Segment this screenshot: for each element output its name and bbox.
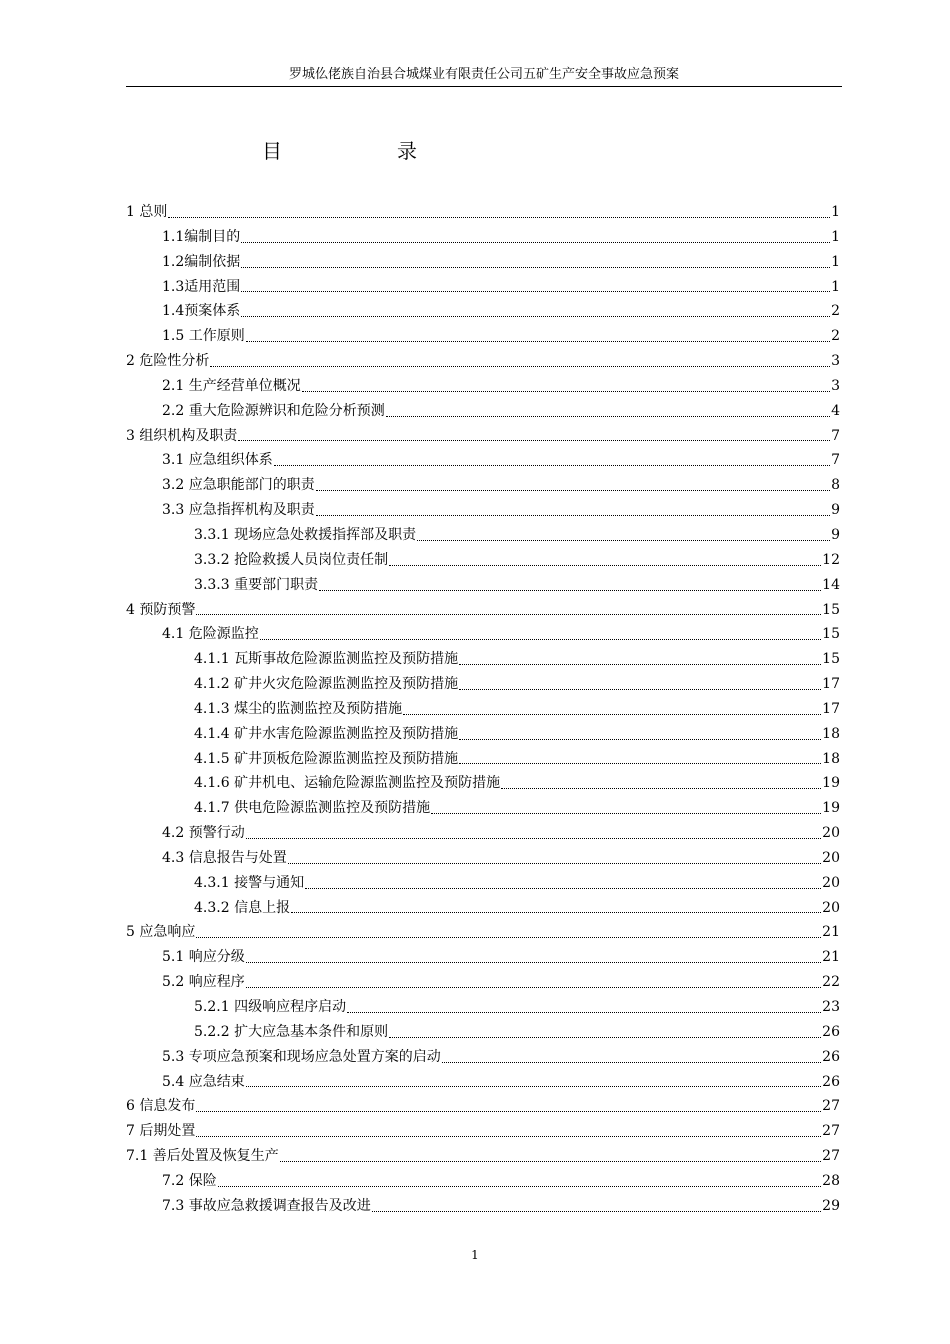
toc-entry-page: 20 <box>822 899 840 916</box>
toc-leader-dots <box>274 464 830 466</box>
toc-entry[interactable] <box>126 722 840 747</box>
toc-leader-dots <box>389 1036 821 1038</box>
toc-entry[interactable] <box>126 1070 840 1095</box>
toc-entry-label: 4.1.1 瓦斯事故危险源监测监控及预防措施 <box>194 651 459 668</box>
toc-entry-label: 3.3 应急指挥机构及职责 <box>162 502 315 519</box>
toc-entry-label: 4.3.1 接警与通知 <box>194 874 305 891</box>
toc-entry-label: 5.1 响应分级 <box>162 949 245 966</box>
toc-entry-page: 7 <box>831 427 840 444</box>
toc-entry-label: 1.3适用范围 <box>162 278 241 295</box>
toc-entry-label: 5.3 专项应急预案和现场应急处置方案的启动 <box>162 1048 441 1065</box>
toc-entry-page: 26 <box>822 1048 840 1065</box>
toc-leader-dots <box>246 1085 821 1087</box>
toc-entry-page: 12 <box>822 551 840 568</box>
toc-entry-page: 17 <box>822 700 840 717</box>
toc-entry-label: 3 组织机构及职责 <box>126 427 238 444</box>
toc-leader-dots <box>168 216 830 218</box>
toc-leader-dots <box>196 613 821 615</box>
toc-leader-dots <box>316 489 830 491</box>
toc-entry-page: 29 <box>822 1197 840 1214</box>
toc-leader-dots <box>241 315 830 317</box>
toc-entry-page: 9 <box>831 526 840 543</box>
toc-leader-dots <box>431 812 821 814</box>
toc-entry-page: 27 <box>822 1123 840 1140</box>
toc-entry-page: 20 <box>822 874 840 891</box>
toc-entry[interactable] <box>126 299 840 324</box>
toc-entry-label: 7.2 保险 <box>162 1172 217 1189</box>
toc-entry-page: 7 <box>831 452 840 469</box>
toc-entry-label: 4.1.2 矿井火灾危险源监测监控及预防措施 <box>194 676 459 693</box>
toc-leader-dots <box>417 539 830 541</box>
toc-leader-dots <box>459 663 821 665</box>
toc-leader-dots <box>459 738 821 740</box>
toc-entry-label: 4.1.5 矿井顶板危险源监测监控及预防措施 <box>194 750 459 767</box>
toc-entry-page: 1 <box>831 228 840 245</box>
toc-entry-label: 3.3.2 抢险救援人员岗位责任制 <box>194 551 389 568</box>
toc-entry[interactable] <box>126 200 840 225</box>
toc-entry-page: 2 <box>831 328 840 345</box>
toc-entry[interactable] <box>126 1045 840 1070</box>
toc-entry[interactable] <box>126 995 840 1020</box>
toc-entry-page: 23 <box>822 999 840 1015</box>
toc-leader-dots <box>319 589 821 591</box>
toc-entry[interactable] <box>126 424 840 449</box>
toc-leader-dots <box>403 713 821 715</box>
toc-leader-dots <box>372 1210 821 1212</box>
toc-leader-dots <box>196 1135 821 1137</box>
toc-entry[interactable] <box>126 1194 840 1219</box>
toc-entry[interactable] <box>126 225 840 250</box>
toc-leader-dots <box>347 1011 821 1013</box>
toc-entry[interactable] <box>126 647 840 672</box>
toc-leader-dots <box>302 390 830 392</box>
toc-entry[interactable] <box>126 1169 840 1194</box>
toc-entry[interactable] <box>126 448 840 473</box>
toc-entry-label: 1 总则 <box>126 204 168 220</box>
toc-entry-label: 5.2.2 扩大应急基本条件和原则 <box>194 1023 389 1040</box>
toc-entry-label: 4.1.6 矿井机电、运输危险源监测监控及预防措施 <box>194 775 501 792</box>
toc-entry-page: 26 <box>822 1023 840 1040</box>
toc-leader-dots <box>196 1110 821 1112</box>
toc-entry-label: 7 后期处置 <box>126 1123 196 1140</box>
toc-leader-dots <box>442 1061 821 1063</box>
toc-entry-page: 27 <box>822 1098 840 1115</box>
toc-entry[interactable] <box>126 945 840 970</box>
toc-entry[interactable] <box>126 871 840 896</box>
toc-entry-page: 3 <box>831 353 840 370</box>
toc-leader-dots <box>238 439 830 441</box>
toc-entry-label: 4.3 信息报告与处置 <box>162 849 287 866</box>
toc-entry[interactable] <box>126 622 840 647</box>
toc-entry-label: 3.3.1 现场应急处救援指挥部及职责 <box>194 526 417 543</box>
toc-entry-label: 1.1编制目的 <box>162 228 241 245</box>
toc-entry[interactable] <box>126 1020 840 1045</box>
toc-entry[interactable] <box>126 672 840 697</box>
toc-entry-page: 2 <box>831 303 840 320</box>
toc-entry-label: 7.3 事故应急救援调查报告及改进 <box>162 1197 371 1214</box>
toc-leader-dots <box>246 837 821 839</box>
toc-entry[interactable] <box>126 771 840 796</box>
toc-leader-dots <box>241 266 830 268</box>
toc-entry-label: 5.2.1 四级响应程序启动 <box>194 999 347 1015</box>
toc-entry-page: 1 <box>831 253 840 270</box>
toc-leader-dots <box>386 415 830 417</box>
toc-entry-page: 27 <box>822 1148 840 1165</box>
toc-entry-page: 8 <box>831 477 840 494</box>
toc-entry[interactable] <box>126 1144 840 1169</box>
toc-entry[interactable] <box>126 473 840 498</box>
toc-entry-page: 21 <box>822 924 840 941</box>
toc-entry-page: 17 <box>822 676 840 693</box>
toc-leader-dots <box>288 862 821 864</box>
toc-entry-page: 21 <box>822 949 840 966</box>
toc-entry[interactable] <box>126 498 840 523</box>
toc-entry[interactable] <box>126 250 840 275</box>
toc-entry-label: 4.1 危险源监控 <box>162 626 259 643</box>
toc-entry-label: 5.4 应急结束 <box>162 1073 245 1090</box>
toc-leader-dots <box>196 936 821 938</box>
toc-entry[interactable] <box>126 548 840 573</box>
toc-entry-page: 20 <box>822 849 840 866</box>
toc-title-char-1: 目 <box>262 139 282 163</box>
toc-entry[interactable] <box>126 970 840 995</box>
toc-leader-dots <box>459 762 821 764</box>
toc-entry[interactable] <box>126 523 840 548</box>
toc-entry[interactable] <box>126 573 840 598</box>
toc-entry-label: 2.1 生产经营单位概况 <box>162 377 301 394</box>
toc-entry-label: 2.2 重大危险源辨识和危险分析预测 <box>162 402 385 419</box>
toc-entry[interactable] <box>126 324 840 349</box>
toc-entry-label: 5 应急响应 <box>126 924 196 941</box>
toc-entry-label: 2 危险性分析 <box>126 353 210 370</box>
toc-leader-dots <box>241 290 830 292</box>
toc-entry-label: 1.2编制依据 <box>162 253 241 270</box>
toc-leader-dots <box>501 787 821 789</box>
toc-entry-page: 26 <box>822 1073 840 1090</box>
toc-entry-page: 15 <box>822 601 840 618</box>
toc-entry[interactable] <box>126 920 840 945</box>
toc-leader-dots <box>246 986 821 988</box>
toc-entry[interactable] <box>126 399 840 424</box>
page-header: 罗城仫佬族自治县合城煤业有限责任公司五矿生产安全事故应急预案 <box>126 64 842 87</box>
toc-entry-label: 1.5 工作原则 <box>162 328 245 345</box>
toc-entry[interactable] <box>126 1119 840 1144</box>
toc-entry-label: 4 预防预警 <box>126 601 196 618</box>
toc-leader-dots <box>241 241 830 243</box>
toc-title <box>0 136 680 166</box>
toc-leader-dots <box>218 1185 821 1187</box>
toc-entry-label: 3.3.3 重要部门职责 <box>194 576 319 593</box>
toc-entry[interactable] <box>126 598 840 623</box>
toc-entry[interactable] <box>126 846 840 871</box>
toc-entry[interactable] <box>126 697 840 722</box>
toc-entry-page: 22 <box>822 974 840 991</box>
toc-entry-page: 18 <box>822 725 840 742</box>
toc-entry-label: 4.2 预警行动 <box>162 825 245 842</box>
toc-entry-label: 4.1.3 煤尘的监测监控及预防措施 <box>194 700 403 717</box>
toc-leader-dots <box>389 564 821 566</box>
toc-entry-label: 6 信息发布 <box>126 1098 196 1115</box>
toc-entry-page: 20 <box>822 825 840 842</box>
toc-entry[interactable] <box>126 896 840 921</box>
toc-leader-dots <box>316 514 830 516</box>
toc-leader-dots <box>246 340 830 342</box>
toc-entry-label: 4.3.2 信息上报 <box>194 899 291 916</box>
toc-entry[interactable] <box>126 1094 840 1119</box>
toc-entry-page: 1 <box>831 278 840 295</box>
toc-leader-dots <box>305 887 821 889</box>
toc-leader-dots <box>459 688 821 690</box>
toc-entry-page: 1 <box>831 204 840 220</box>
toc-entry-label: 7.1 善后处置及恢复生产 <box>126 1148 279 1165</box>
toc-entry[interactable] <box>126 275 840 300</box>
table-of-contents <box>126 200 840 1219</box>
toc-entry[interactable] <box>126 349 840 374</box>
toc-entry-label: 4.1.4 矿井水害危险源监测监控及预防措施 <box>194 725 459 742</box>
toc-leader-dots <box>246 961 821 963</box>
toc-entry-label: 4.1.7 供电危险源监测监控及预防措施 <box>194 800 431 817</box>
toc-leader-dots <box>291 911 821 913</box>
toc-entry-page: 15 <box>822 651 840 668</box>
toc-entry[interactable] <box>126 796 840 821</box>
toc-entry[interactable] <box>126 747 840 772</box>
toc-leader-dots <box>210 365 830 367</box>
toc-entry-label: 3.1 应急组织体系 <box>162 452 273 469</box>
toc-entry[interactable] <box>126 821 840 846</box>
toc-entry-page: 4 <box>831 402 840 419</box>
toc-title-char-2: 录 <box>397 139 417 163</box>
toc-entry-page: 3 <box>831 377 840 394</box>
toc-leader-dots <box>280 1160 821 1162</box>
toc-entry-page: 19 <box>822 800 840 817</box>
toc-leader-dots <box>260 638 821 640</box>
toc-entry-page: 18 <box>822 750 840 767</box>
toc-entry-page: 28 <box>822 1172 840 1189</box>
page-number: 1 <box>471 1248 479 1262</box>
toc-entry[interactable] <box>126 374 840 399</box>
toc-entry-page: 19 <box>822 775 840 792</box>
toc-entry-label: 5.2 响应程序 <box>162 974 245 991</box>
toc-entry-page: 9 <box>831 502 840 519</box>
toc-entry-page: 14 <box>822 576 840 593</box>
toc-entry-label: 1.4预案体系 <box>162 303 241 320</box>
toc-entry-page: 15 <box>822 626 840 643</box>
toc-entry-label: 3.2 应急职能部门的职责 <box>162 477 315 494</box>
